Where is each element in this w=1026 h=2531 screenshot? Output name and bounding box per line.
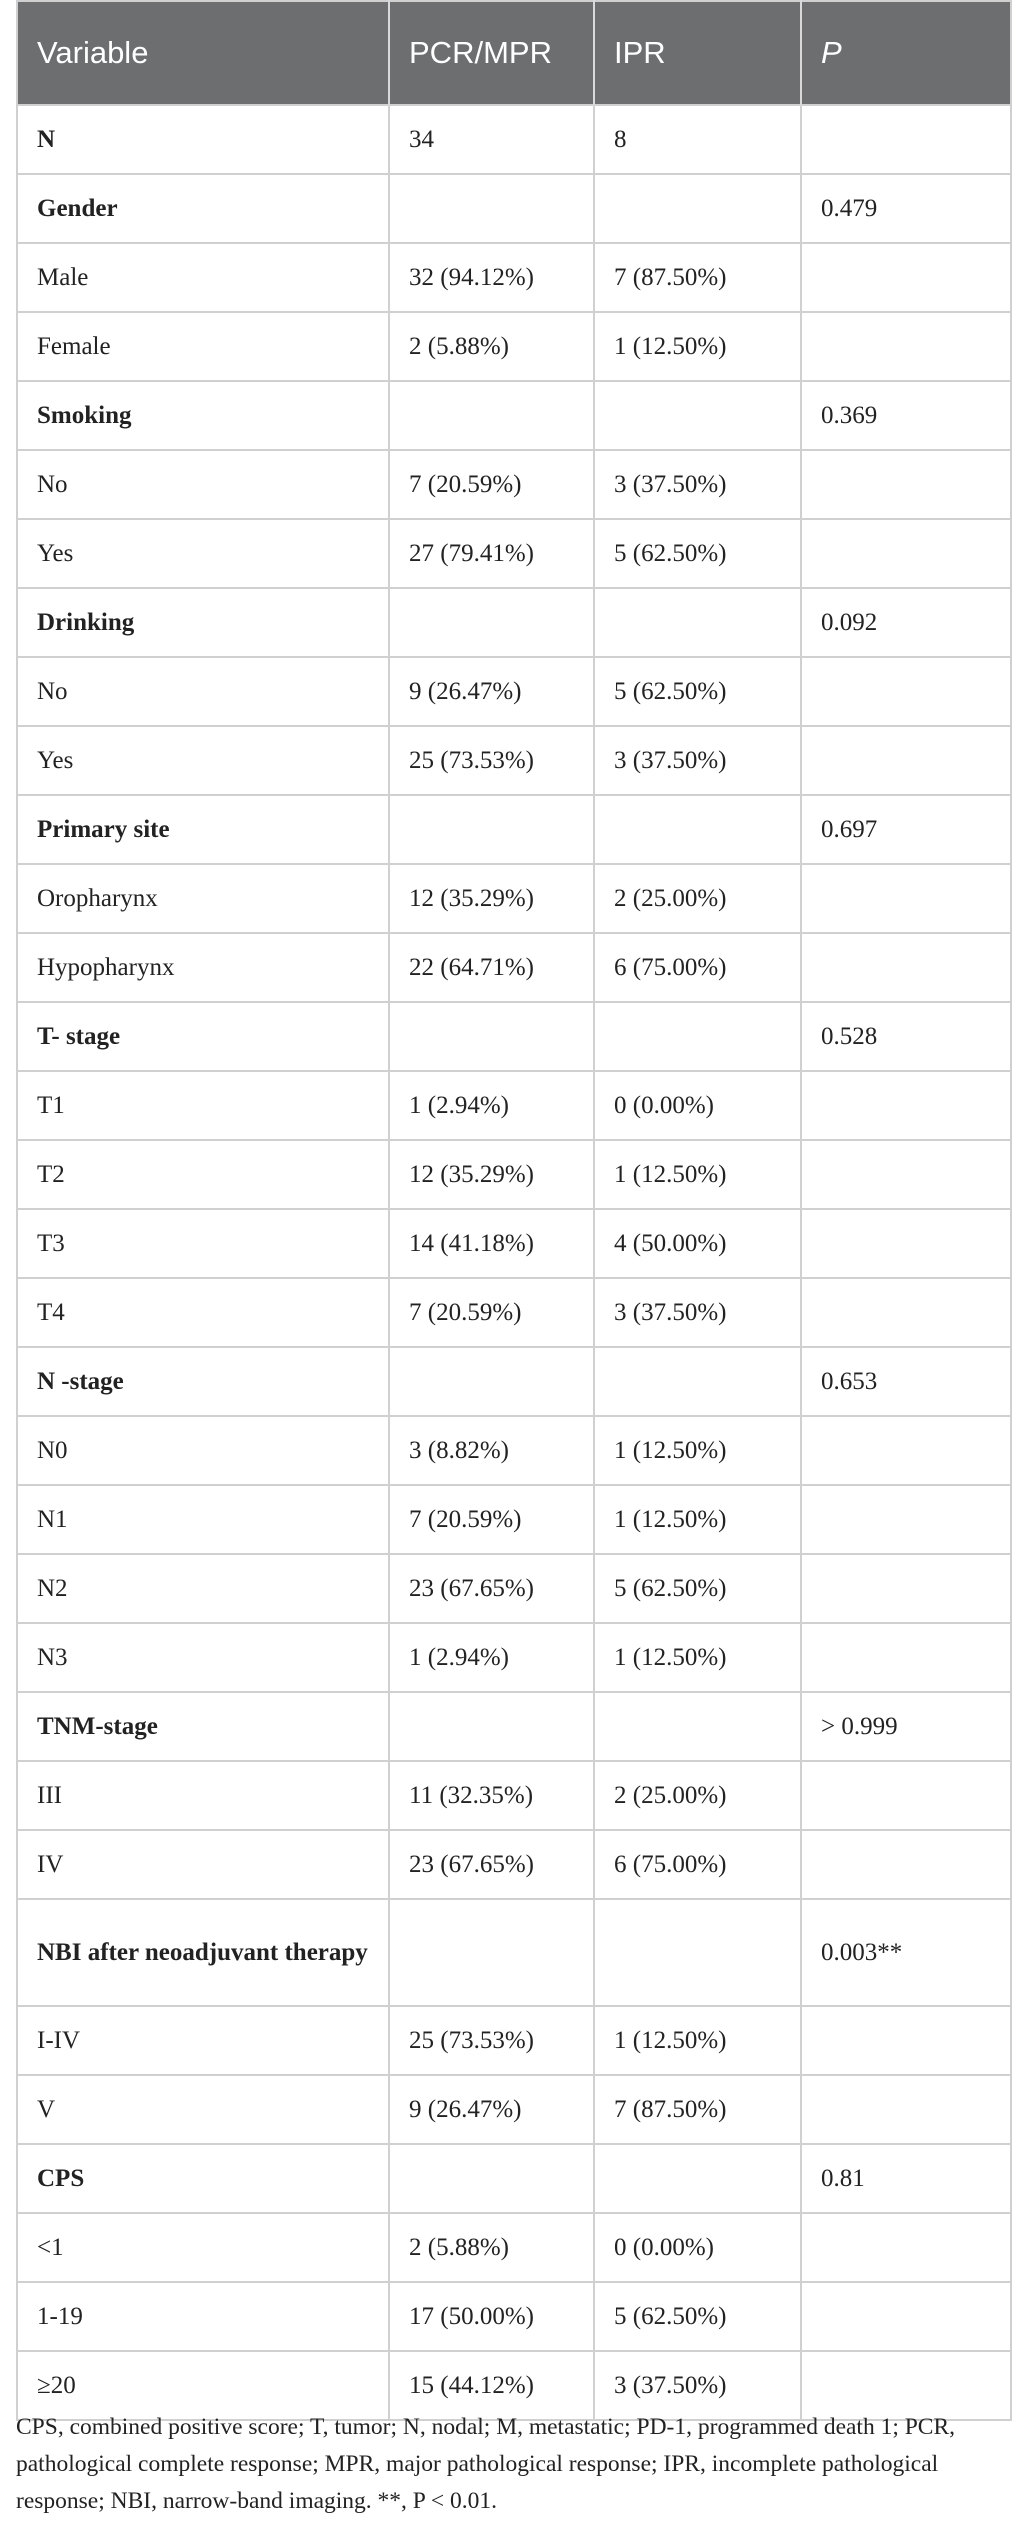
cell-ipr: 7 (87.50%) — [594, 243, 801, 312]
table-body — [17, 105, 1011, 2420]
table-footnote: CPS, combined positive score; T, tumor; N, nodal; M, metastatic; PD-1, programmed death 1; PCR, pathological complete response; MPR, major pathological response; IPR, incomplete pathological response; NBI, narrow-band imaging. **, P < 0.01. — [16, 2414, 956, 2514]
cell-p-value — [801, 864, 1011, 933]
cell-p-value — [801, 1623, 1011, 1692]
table-header — [17, 1, 1011, 105]
cell-ipr: 1 (12.50%) — [594, 312, 801, 381]
cell-ipr: 3 (37.50%) — [594, 450, 801, 519]
table-row — [17, 1140, 1011, 1209]
cell-variable: TNM-stage — [17, 1692, 389, 1761]
table-row — [17, 1623, 1011, 1692]
cell-pcr-mpr: 1 (2.94%) — [389, 1623, 594, 1692]
cell-variable: Yes — [17, 519, 389, 588]
table-row — [17, 2006, 1011, 2075]
cell-p-value — [801, 1071, 1011, 1140]
data-table-container — [16, 0, 1010, 2421]
table-group-row — [17, 1899, 1011, 2006]
table-group-row — [17, 1692, 1011, 1761]
cell-variable: T- stage — [17, 1002, 389, 1071]
cell-p-value — [801, 450, 1011, 519]
column-header-variable: Variable — [17, 1, 389, 105]
table-row — [17, 1554, 1011, 1623]
table-group-row — [17, 1002, 1011, 1071]
cell-p-value — [801, 1830, 1011, 1899]
table-group-row — [17, 2144, 1011, 2213]
cell-p-value — [801, 1554, 1011, 1623]
cell-variable: N -stage — [17, 1347, 389, 1416]
cell-variable: N1 — [17, 1485, 389, 1554]
cell-ipr — [594, 1002, 801, 1071]
cell-pcr-mpr: 23 (67.65%) — [389, 1830, 594, 1899]
cell-variable: Gender — [17, 174, 389, 243]
table-row — [17, 933, 1011, 1002]
cell-variable: T1 — [17, 1071, 389, 1140]
cell-ipr: 1 (12.50%) — [594, 1623, 801, 1692]
cell-variable: No — [17, 450, 389, 519]
table-row — [17, 2075, 1011, 2144]
table-group-row — [17, 381, 1011, 450]
cell-ipr: 2 (25.00%) — [594, 864, 801, 933]
cell-variable: N3 — [17, 1623, 389, 1692]
cell-pcr-mpr: 14 (41.18%) — [389, 1209, 594, 1278]
cell-ipr: 5 (62.50%) — [594, 657, 801, 726]
cell-p-value — [801, 1209, 1011, 1278]
cell-p-value: 0.653 — [801, 1347, 1011, 1416]
cell-pcr-mpr — [389, 1347, 594, 1416]
cell-pcr-mpr: 3 (8.82%) — [389, 1416, 594, 1485]
cell-p-value — [801, 657, 1011, 726]
cell-ipr — [594, 1899, 801, 2006]
cell-pcr-mpr: 27 (79.41%) — [389, 519, 594, 588]
cell-ipr: 1 (12.50%) — [594, 1485, 801, 1554]
cell-ipr: 6 (75.00%) — [594, 1830, 801, 1899]
cell-variable: NBI after neoadjuvant therapy — [17, 1899, 389, 2006]
cell-ipr: 3 (37.50%) — [594, 1278, 801, 1347]
cell-ipr: 6 (75.00%) — [594, 933, 801, 1002]
cell-pcr-mpr: 1 (2.94%) — [389, 1071, 594, 1140]
cell-p-value: 0.369 — [801, 381, 1011, 450]
cell-variable: I-IV — [17, 2006, 389, 2075]
cell-ipr: 5 (62.50%) — [594, 519, 801, 588]
cell-ipr: 8 — [594, 105, 801, 174]
table-row — [17, 2213, 1011, 2282]
cell-ipr — [594, 588, 801, 657]
cell-ipr: 3 (37.50%) — [594, 726, 801, 795]
cell-pcr-mpr: 2 (5.88%) — [389, 312, 594, 381]
cell-pcr-mpr: 9 (26.47%) — [389, 657, 594, 726]
cell-p-value — [801, 243, 1011, 312]
cell-p-value — [801, 933, 1011, 1002]
column-header-pcr-mpr: PCR/MPR — [389, 1, 594, 105]
cell-p-value — [801, 2282, 1011, 2351]
cell-p-value — [801, 2213, 1011, 2282]
table-row — [17, 1071, 1011, 1140]
cell-pcr-mpr: 15 (44.12%) — [389, 2351, 594, 2420]
table-group-row — [17, 588, 1011, 657]
table-row — [17, 1278, 1011, 1347]
cell-ipr — [594, 1692, 801, 1761]
cell-p-value: 0.697 — [801, 795, 1011, 864]
cell-ipr: 1 (12.50%) — [594, 1140, 801, 1209]
cell-p-value — [801, 312, 1011, 381]
cell-p-value — [801, 2006, 1011, 2075]
column-header-ipr: IPR — [594, 1, 801, 105]
cell-ipr: 0 (0.00%) — [594, 2213, 801, 2282]
table-row — [17, 1416, 1011, 1485]
cell-variable: T2 — [17, 1140, 389, 1209]
cell-pcr-mpr: 34 — [389, 105, 594, 174]
table-row — [17, 519, 1011, 588]
table-group-row — [17, 1347, 1011, 1416]
cell-pcr-mpr: 7 (20.59%) — [389, 1278, 594, 1347]
cell-pcr-mpr: 12 (35.29%) — [389, 864, 594, 933]
cell-variable: Oropharynx — [17, 864, 389, 933]
cell-variable: Drinking — [17, 588, 389, 657]
cell-pcr-mpr: 22 (64.71%) — [389, 933, 594, 1002]
cell-variable: ≥20 — [17, 2351, 389, 2420]
cell-p-value: 0.003** — [801, 1899, 1011, 2006]
cell-pcr-mpr: 25 (73.53%) — [389, 726, 594, 795]
cell-ipr: 0 (0.00%) — [594, 1071, 801, 1140]
cell-variable: Smoking — [17, 381, 389, 450]
cell-variable: Primary site — [17, 795, 389, 864]
cell-variable: Hypopharynx — [17, 933, 389, 1002]
cell-pcr-mpr: 7 (20.59%) — [389, 1485, 594, 1554]
cell-p-value — [801, 105, 1011, 174]
cell-variable: CPS — [17, 2144, 389, 2213]
table-row — [17, 726, 1011, 795]
cell-pcr-mpr — [389, 795, 594, 864]
cell-ipr: 7 (87.50%) — [594, 2075, 801, 2144]
table-row — [17, 450, 1011, 519]
table-row — [17, 312, 1011, 381]
cell-ipr: 5 (62.50%) — [594, 2282, 801, 2351]
table-row — [17, 2282, 1011, 2351]
cell-p-value — [801, 2075, 1011, 2144]
cell-p-value: 0.528 — [801, 1002, 1011, 1071]
cell-variable: Female — [17, 312, 389, 381]
cell-variable: N — [17, 105, 389, 174]
cell-pcr-mpr: 17 (50.00%) — [389, 2282, 594, 2351]
cell-variable: N2 — [17, 1554, 389, 1623]
cell-pcr-mpr — [389, 1002, 594, 1071]
cell-pcr-mpr — [389, 174, 594, 243]
table-row — [17, 657, 1011, 726]
column-header-p: P — [801, 1, 1011, 105]
cell-pcr-mpr: 32 (94.12%) — [389, 243, 594, 312]
table-group-row — [17, 105, 1011, 174]
cell-p-value: 0.092 — [801, 588, 1011, 657]
cell-p-value — [801, 1416, 1011, 1485]
header-row — [17, 1, 1011, 105]
cell-variable: T3 — [17, 1209, 389, 1278]
cell-p-value — [801, 1761, 1011, 1830]
cell-pcr-mpr: 7 (20.59%) — [389, 450, 594, 519]
cell-variable: N0 — [17, 1416, 389, 1485]
cell-p-value: 0.479 — [801, 174, 1011, 243]
cell-p-value — [801, 519, 1011, 588]
cell-variable: No — [17, 657, 389, 726]
cell-variable: T4 — [17, 1278, 389, 1347]
cell-ipr: 5 (62.50%) — [594, 1554, 801, 1623]
cell-pcr-mpr — [389, 381, 594, 450]
cell-ipr — [594, 1347, 801, 1416]
cell-pcr-mpr — [389, 1692, 594, 1761]
cell-ipr: 3 (37.50%) — [594, 2351, 801, 2420]
cell-pcr-mpr: 11 (32.35%) — [389, 1761, 594, 1830]
table-group-row — [17, 795, 1011, 864]
cell-pcr-mpr: 2 (5.88%) — [389, 2213, 594, 2282]
cell-variable: 1-19 — [17, 2282, 389, 2351]
cell-p-value — [801, 726, 1011, 795]
cell-variable: IV — [17, 1830, 389, 1899]
cell-ipr: 4 (50.00%) — [594, 1209, 801, 1278]
cell-pcr-mpr: 9 (26.47%) — [389, 2075, 594, 2144]
cell-pcr-mpr — [389, 1899, 594, 2006]
cell-p-value — [801, 1485, 1011, 1554]
cell-pcr-mpr: 12 (35.29%) — [389, 1140, 594, 1209]
cell-p-value — [801, 1140, 1011, 1209]
cell-pcr-mpr — [389, 2144, 594, 2213]
cell-ipr: 2 (25.00%) — [594, 1761, 801, 1830]
table-row — [17, 1830, 1011, 1899]
table-row — [17, 1761, 1011, 1830]
table-row — [17, 1485, 1011, 1554]
cell-p-value: > 0.999 — [801, 1692, 1011, 1761]
cell-ipr — [594, 174, 801, 243]
cell-variable: <1 — [17, 2213, 389, 2282]
table-row — [17, 1209, 1011, 1278]
cell-variable: III — [17, 1761, 389, 1830]
cell-p-value: 0.81 — [801, 2144, 1011, 2213]
cell-variable: Yes — [17, 726, 389, 795]
cell-ipr — [594, 2144, 801, 2213]
cell-ipr — [594, 381, 801, 450]
cell-ipr: 1 (12.50%) — [594, 1416, 801, 1485]
cell-variable: V — [17, 2075, 389, 2144]
data-table — [16, 0, 1012, 2421]
table-row — [17, 243, 1011, 312]
table-group-row — [17, 174, 1011, 243]
table-row — [17, 864, 1011, 933]
cell-pcr-mpr: 25 (73.53%) — [389, 2006, 594, 2075]
cell-ipr: 1 (12.50%) — [594, 2006, 801, 2075]
cell-pcr-mpr — [389, 588, 594, 657]
cell-pcr-mpr: 23 (67.65%) — [389, 1554, 594, 1623]
cell-p-value — [801, 1278, 1011, 1347]
cell-variable: Male — [17, 243, 389, 312]
cell-ipr — [594, 795, 801, 864]
